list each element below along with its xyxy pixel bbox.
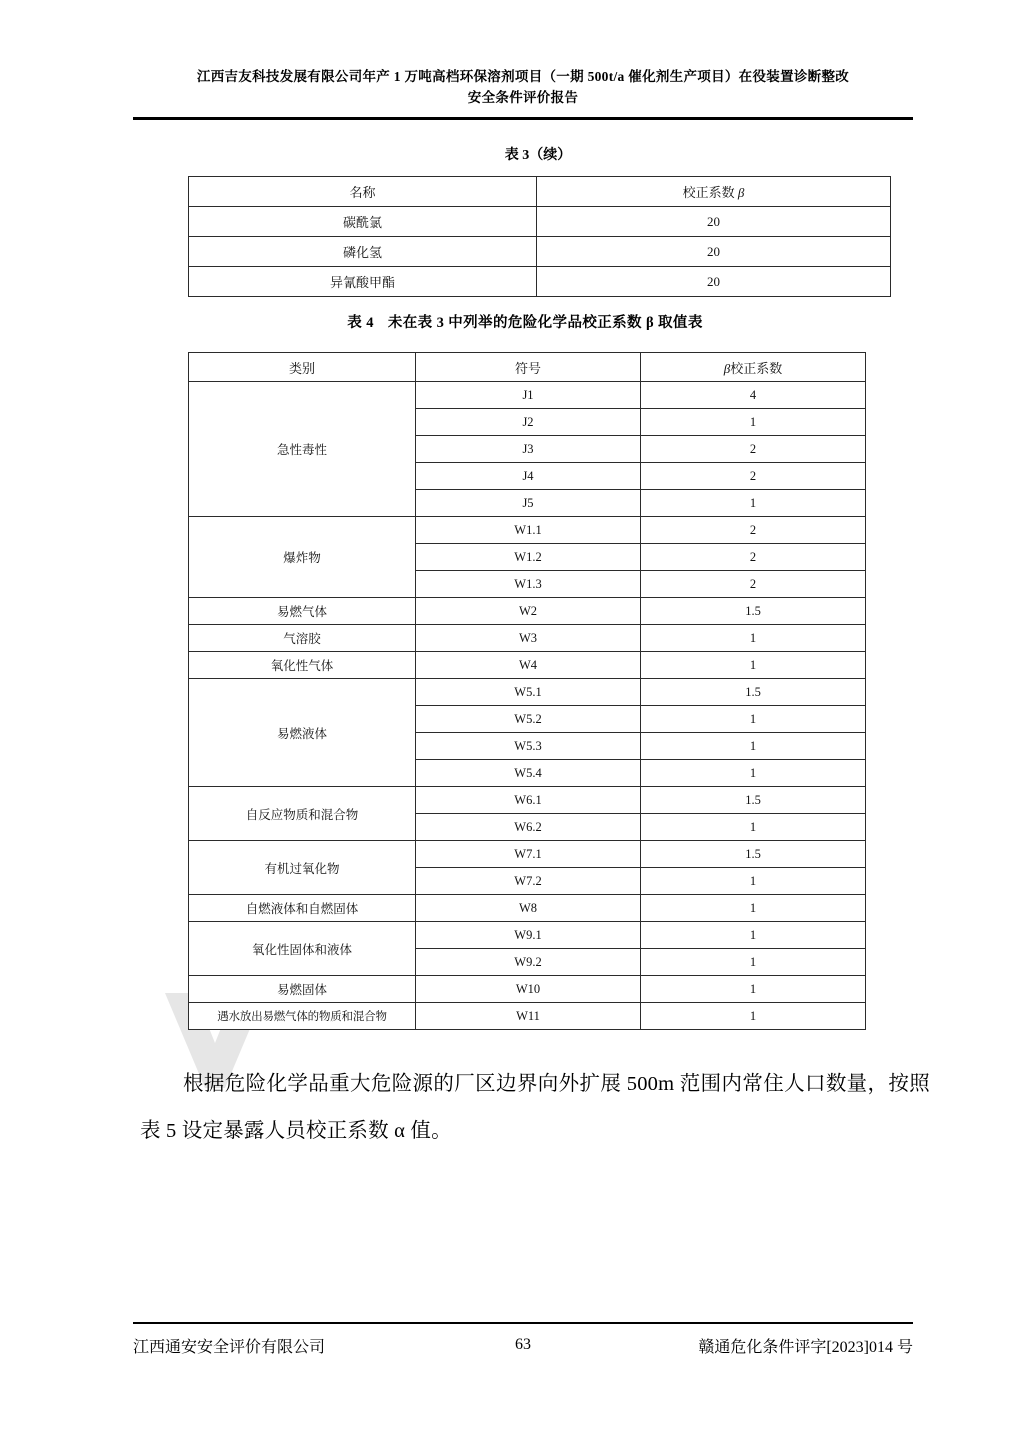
footer-page-number: 63 (515, 1336, 531, 1353)
table4-caption-label: 表 4 (347, 315, 374, 331)
body-paragraph: 根据危险化学品重大危险源的厂区边界向外扩展 500m 范围内常住人口数量，按照表 5 设定暴露人员校正系数 α 值。 (140, 1072, 930, 1142)
table4-cell-category: 气溶胶 (189, 625, 416, 652)
table3-cell-beta: 20 (537, 237, 891, 267)
table4-cell-beta: 1.5 (641, 679, 866, 706)
table3-caption: 表 3（续） (504, 148, 572, 163)
table-row (189, 841, 866, 868)
table4-cell-beta: 2 (641, 544, 866, 571)
table3-cell-name: 碳酰氯 (189, 207, 537, 237)
table4-cell-beta: 1 (641, 814, 866, 841)
table-row (189, 237, 891, 267)
table4-cell-beta: 1 (641, 895, 866, 922)
footer-doc-number: 赣通危化条件评字[2023]014 号 (698, 1338, 913, 1356)
table-row (189, 625, 866, 652)
table4-cell-symbol: W7.1 (416, 841, 641, 868)
table4-cell-beta: 2 (641, 571, 866, 598)
table4-cell-beta: 1.5 (641, 787, 866, 814)
table4-cell-symbol: W8 (416, 895, 641, 922)
table4-cell-category: 自反应物质和混合物 (189, 787, 416, 841)
table4-cell-symbol: W5.1 (416, 679, 641, 706)
table4-cell-beta: 1 (641, 976, 866, 1003)
table4-cell-category: 氧化性固体和液体 (189, 922, 416, 976)
table4-cell-beta: 1 (641, 760, 866, 787)
running-header-line1: 江西吉友科技发展有限公司年产 1 万吨高档环保溶剂项目（一期 500t/a 催化剂生产项目）在役装置诊断整改 (196, 69, 850, 84)
table4-cell-beta: 1.5 (641, 841, 866, 868)
table4-cell-beta: 2 (641, 436, 866, 463)
table4-cell-category: 自燃液体和自燃固体 (189, 895, 416, 922)
table4-cell-category: 有机过氧化物 (189, 841, 416, 895)
table-row (189, 922, 866, 949)
table4-cell-symbol: W6.2 (416, 814, 641, 841)
table4-cell-symbol: J2 (416, 409, 641, 436)
table3-cell-name: 磷化氢 (189, 237, 537, 267)
table4-cell-beta: 1 (641, 1003, 866, 1030)
header-divider (133, 117, 913, 120)
table-row (189, 787, 866, 814)
table4-cell-symbol: W6.1 (416, 787, 641, 814)
table4-cell-symbol: W10 (416, 976, 641, 1003)
table4-cell-beta: 1 (641, 733, 866, 760)
table4-cell-symbol: W7.2 (416, 868, 641, 895)
table4-cell-beta: 1.5 (641, 598, 866, 625)
table-row (189, 207, 891, 237)
table4-cell-symbol: W1.1 (416, 517, 641, 544)
table4-cell-symbol: W5.4 (416, 760, 641, 787)
table4-cell-symbol: W9.1 (416, 922, 641, 949)
table4-cell-beta: 2 (641, 463, 866, 490)
table4-cell-symbol: W11 (416, 1003, 641, 1030)
footer-divider (133, 1322, 913, 1324)
footer-company: 江西通安安全评价有限公司 (133, 1338, 326, 1356)
table4-cell-symbol: J4 (416, 463, 641, 490)
table4-cell-beta: 1 (641, 409, 866, 436)
table4-cell-category: 易燃气体 (189, 598, 416, 625)
table4-cell-category: 急性毒性 (189, 382, 416, 517)
table4-cell-beta: 1 (641, 652, 866, 679)
table4-cell-symbol: W1.3 (416, 571, 641, 598)
table3-col-name: 名称 (189, 177, 537, 207)
table4-cell-category: 易燃固体 (189, 976, 416, 1003)
table4-cell-beta: 1 (641, 490, 866, 517)
table3-col-beta: 校正系数 β (537, 177, 891, 207)
table4-cell-category: 遇水放出易燃气体的物质和混合物 (189, 1003, 416, 1030)
table4-cell-symbol: W5.2 (416, 706, 641, 733)
table4-col-category: 类别 (189, 353, 416, 382)
table-row (189, 382, 866, 409)
table4-col-beta: β校正系数 (641, 353, 866, 382)
table-row (189, 679, 866, 706)
table4-cell-symbol: J3 (416, 436, 641, 463)
table4-cell-beta: 1 (641, 949, 866, 976)
table-row-header (189, 353, 866, 382)
table4-cell-beta: 1 (641, 868, 866, 895)
running-footer (133, 1330, 913, 1360)
table-4-beta-coefficients (188, 352, 866, 1030)
table-row-header (189, 177, 891, 207)
table-row (189, 1003, 866, 1030)
table4-cell-beta: 1 (641, 706, 866, 733)
table4-cell-symbol: W4 (416, 652, 641, 679)
table4-cell-beta: 4 (641, 382, 866, 409)
table3-cell-beta: 20 (537, 207, 891, 237)
table-row (189, 652, 866, 679)
table4-cell-symbol: W3 (416, 625, 641, 652)
table4-cell-beta: 1 (641, 625, 866, 652)
table4-caption (188, 311, 862, 332)
table-row (189, 976, 866, 1003)
table4-cell-beta: 2 (641, 517, 866, 544)
table3-cell-name: 异氰酸甲酯 (189, 267, 537, 297)
table-3-continued (188, 176, 891, 297)
table3-cell-beta: 20 (537, 267, 891, 297)
table4-cell-category: 易燃液体 (189, 679, 416, 787)
table4-cell-symbol: J5 (416, 490, 641, 517)
table4-cell-category: 氧化性气体 (189, 652, 416, 679)
table4-cell-beta: 1 (641, 922, 866, 949)
table-row (189, 895, 866, 922)
running-header-line2: 安全条件评价报告 (467, 90, 579, 105)
table4-cell-symbol: W1.2 (416, 544, 641, 571)
table4-cell-category: 爆炸物 (189, 517, 416, 598)
table4-col-symbol: 符号 (416, 353, 641, 382)
running-header (133, 66, 913, 108)
table4-cell-symbol: J1 (416, 382, 641, 409)
table-row (189, 267, 891, 297)
table4-cell-symbol: W9.2 (416, 949, 641, 976)
table4-cell-symbol: W2 (416, 598, 641, 625)
table-row (189, 598, 866, 625)
table-row (189, 517, 866, 544)
table4-cell-symbol: W5.3 (416, 733, 641, 760)
table4-caption-text: 未在表 3 中列举的危险化学品校正系数 β 取值表 (387, 315, 703, 331)
